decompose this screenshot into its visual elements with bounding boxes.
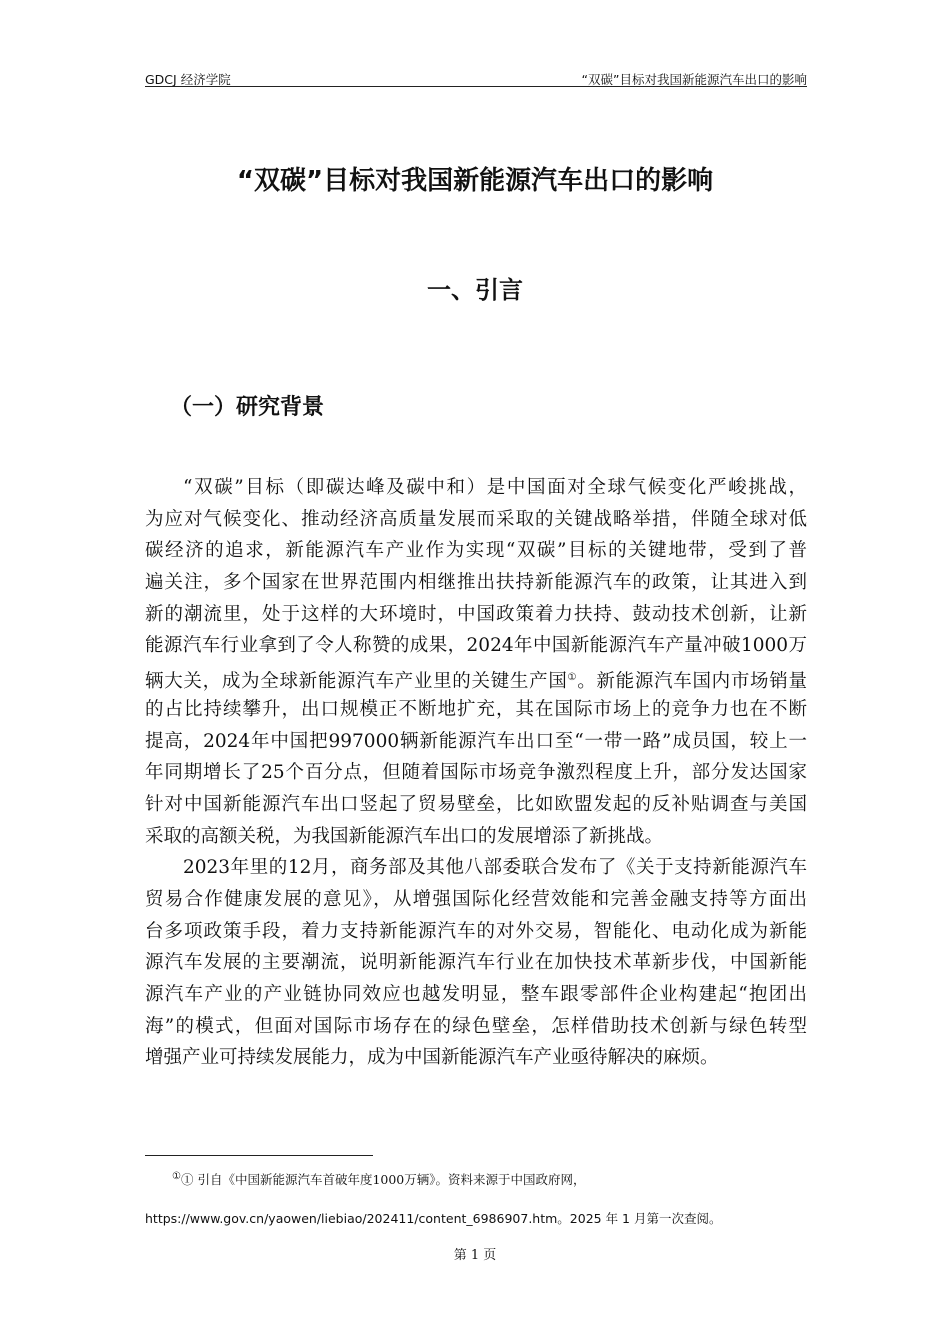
text-line: 能源汽车行业拿到了令人称赞的成果，2024年中国新能源汽车产量冲破1000万	[145, 635, 807, 657]
footnote-url-line[interactable]: https://www.gov.cn/yaowen/liebiao/202411/content_6986907.htm。2025 年 1 月第一次查阅。	[145, 1211, 722, 1226]
document-title: “双碳”目标对我国新能源汽车出口的影响	[236, 166, 714, 196]
text-line: 增强产业可持续发展能力，成为中国新能源汽车产业亟待解决的麻烦。	[145, 1047, 719, 1069]
header-left: GDCJ 经济学院	[145, 72, 231, 87]
section-heading: 一、引言	[427, 276, 523, 304]
subsection-heading: （一）研究背景	[170, 395, 325, 420]
paragraph-2	[145, 852, 807, 1074]
page-header	[145, 68, 807, 87]
footnote	[172, 1170, 586, 1188]
text-line: 的占比持续攀升，出口规模正不断地扩充，其在国际市场上的竞争力也在不断	[145, 698, 807, 720]
text-segment: 辆大关，成为全球新能源汽车产业里的关键生产国	[145, 671, 568, 693]
text-line	[145, 662, 807, 694]
body-text	[145, 472, 807, 1074]
text-line: 贸易合作健康发展的意见》，从增强国际化经营效能和完善金融支持等方面出	[145, 888, 807, 910]
footnote-mark: ①	[172, 1170, 181, 1182]
text-line: 为应对气候变化、推动经济高质量发展而采取的关键战略举措，伴随全球对低	[145, 508, 807, 530]
text-line: 2023年里的12月，商务部及其他八部委联合发布了《关于支持新能源汽车	[183, 857, 807, 879]
text-line: 年同期增长了25个百分点，但随着国际市场竞争激烈程度上升，部分发达国家	[145, 762, 807, 784]
text-line: 海”的模式，但面对国际市场存在的绿色壁垒，怎样借助技术创新与绿色转型	[145, 1015, 807, 1037]
text-line: 台多项政策手段，着力支持新能源汽车的对外交易，智能化、电动化成为新能	[145, 920, 807, 942]
text-line: 碳经济的追求，新能源汽车产业作为实现“双碳”目标的关键地带，受到了普	[145, 540, 807, 562]
page-number: 第 1 页	[453, 1248, 497, 1263]
text-line: “双碳”目标（即碳达峰及碳中和）是中国面对全球气候变化严峻挑战，	[183, 477, 807, 498]
footnote-reference[interactable]: ①	[567, 672, 578, 684]
paragraph-1	[145, 472, 807, 852]
text-line: 提高，2024年中国把997000辆新能源汽车出口至“一带一路”成员国，较上一	[145, 730, 807, 752]
text-segment: 。新能源汽车国内市场销量	[577, 671, 807, 693]
text-line: 源汽车产业的产业链协同效应也越发明显，整车跟零部件企业构建起“抱团出	[145, 984, 807, 1005]
text-line: 源汽车发展的主要潮流，说明新能源汽车行业在加快技术革新步伐，中国新能	[145, 952, 807, 974]
text-line: 采取的高额关税，为我国新能源汽车出口的发展增添了新挑战。	[145, 825, 664, 847]
text-line: 新的潮流里，处于这样的大环境时，中国政策着力扶持、鼓动技术创新，让新	[145, 603, 807, 625]
text-line: 针对中国新能源汽车出口竖起了贸易壁垒，比如欧盟发起的反补贴调查与美国	[145, 793, 807, 815]
footnote-text: ① 引自《中国新能源汽车首破年度1000万辆》。资料来源于中国政府网，	[180, 1172, 586, 1187]
footnote-separator	[145, 1155, 373, 1156]
header-right: “双碳”目标对我国新能源汽车出口的影响	[581, 72, 807, 87]
text-line: 遍关注，多个国家在世界范围内相继推出扶持新能源汽车的政策，让其进入到	[145, 572, 807, 594]
